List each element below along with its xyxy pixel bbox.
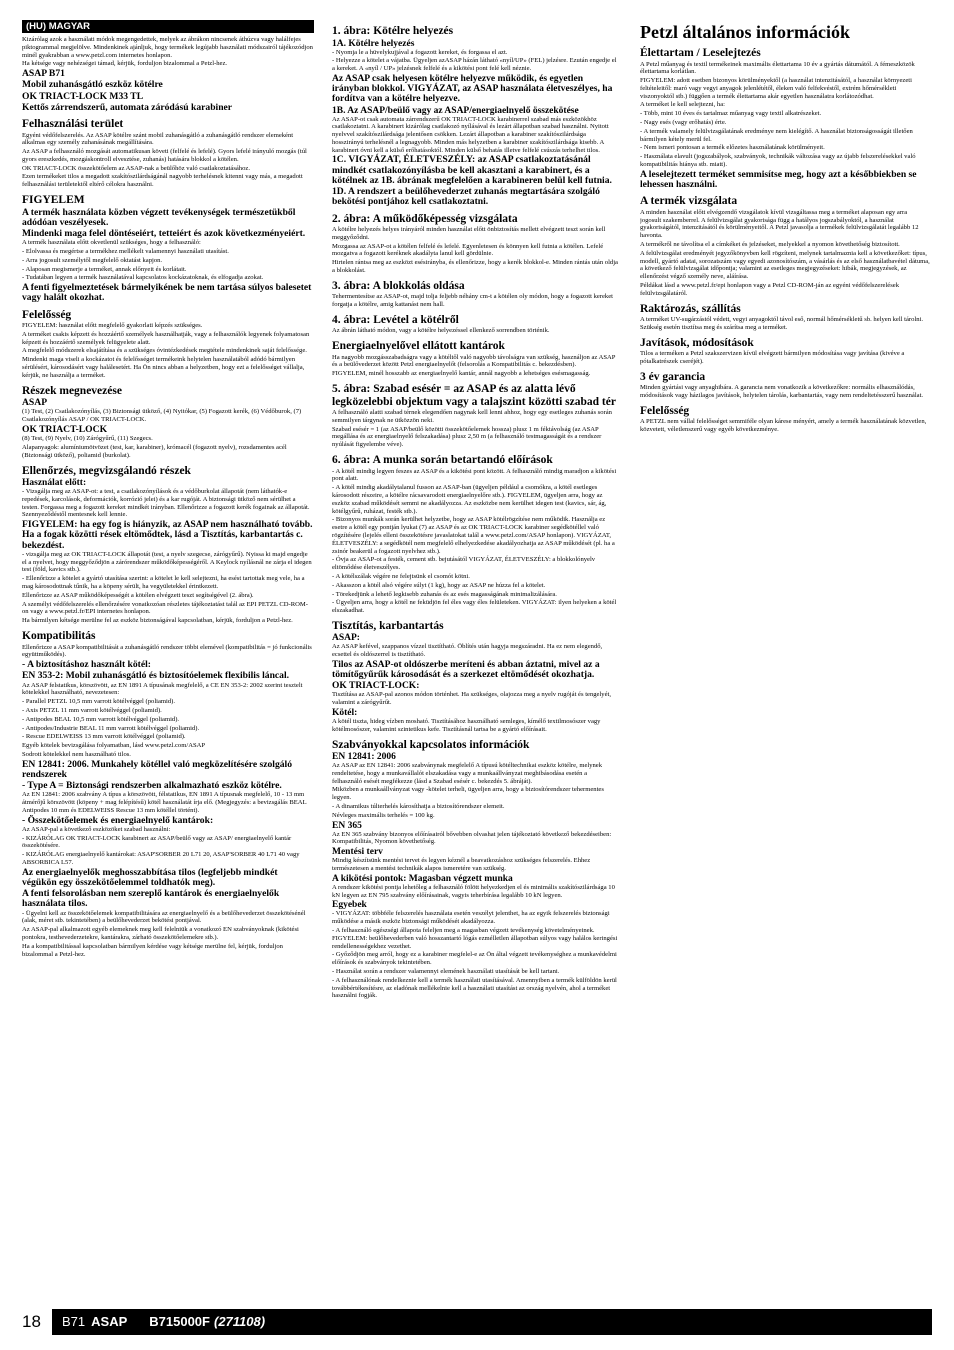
subsection-heading: A kikötési pontok: Magasban végzett munka <box>332 873 513 884</box>
paragraph: - Használata elavult (jogszabályok, szabványok, technikák változása vagy az újabb felszerelésekkel való kompatibilitás hiánya stb. miatt). <box>640 153 916 169</box>
language-label: (HU) MAGYAR <box>22 20 314 33</box>
paragraph: A terméket UV-sugárzástól védett, vegyi anyagoktól távol eső, normál hőmérsékletű sb. helyen kell tárolni. Szükség esetén tisztítsa meg és szárítsa meg a terméket. <box>640 316 924 331</box>
paragraph: OK TRIACT-LOCK összekötőelem az ASAP-nak a beülőhöz való csatlakoztatásához. <box>22 164 250 172</box>
column-left <box>22 20 314 1310</box>
subsection-heading: Egyebek <box>332 900 367 911</box>
paragraph: - A dinamikus túlterhelés károsíthatja a biztosítórendszer elemeit. <box>332 803 505 811</box>
paragraph: Egyéb kötelek bevizsgálása folyamatban, lásd www.petzl.com/ASAP <box>22 742 206 750</box>
paragraph: - VIGYÁZAT: többféle felszerelés használata esetén veszélyt jelenthet, ha az egyik felszerelés biztonsági működése a másik eszköz biztonsági működését akadályozza. <box>332 910 610 926</box>
subsection-heading: 1A. Kötélre helyezés <box>332 38 415 49</box>
paragraph: Az EN 365 szabvány bizonyos előírásairól bővebben olvashat jelen tájékoztató következő bekezdéseiben: Kompatibilitás, Nyomon követhetőség. <box>332 830 612 846</box>
paragraph: Mindenki maga viseli a kockázatot és felelősséget termékeink helytelen használatából adódó bármilyen sérülésért, károsodásért vagy halálesetért. Ha Ön nincs abban a helyzetben, hogy ezt a felelősséget vállalja, kérjük, ne használja a terméket. <box>22 356 305 379</box>
paragraph: Az EN 12841: 2006 szabvány A típus a körszövött, félstatikus, EN 1891 A típusnak megfelelő, 10 - 13 mm átmérőjű körszövött (köpeny + mag felépítésű) kötél használatát írja elő. (Megjegyzés: a bevizsgálás BEAL Antipodes 10 mm és EDELWEISS Rescue 13 mm kötéllel történt). <box>22 791 307 814</box>
bold-paragraph: Kettős zárrendszerű, automata záródású karabiner <box>22 101 233 113</box>
paragraph: Ha a kompatibilitással kapcsolatban bármilyen kérdése vagy kétsége merülne fel, kérjük, forduljon bizalommal a Petzl-hez. <box>22 942 283 958</box>
paragraph: A termékről ne távolítsa el a címkéket és jelzéseket, melyekkel a nyomon követhetőség biztosított. <box>640 240 900 248</box>
paragraph: - Óvja az ASAP-ot a festék, cement stb. bejutásától VIGYÁZAT, ÉLETVESZÉLY: a blokkolónyelv eltömődése életveszélyes. <box>332 556 596 572</box>
paragraph: - vizsgálja meg az OK TRIACT-LOCK állapotát (test, a nyelv szegecse, zárógyűrű). Nyissa ki majd engedje el a nyelvet, hogy meggyőződjön a zárórendszer működőképességéről. A Keylock nyílásnál ne zárja el idegen test (föld, kavics stb.). <box>22 550 312 574</box>
footer-model: B71 <box>62 1314 86 1329</box>
bold-paragraph: OK TRIACT-LOCK <box>22 423 108 435</box>
section-heading: 1. ábra: Kötélre helyezés <box>332 25 454 37</box>
paragraph: A felülvizsgálat eredményét jegyzőkönyvben kell rögzíteni, melynek tartalmaznia kell a következőket: típus, modell, gyártó adatai, sorozatszám vagy egyedi azonosítószám, a vásárlás és az első használatbavétel dátuma, a következő felülvizsgálat időpontja; valamint az esetleges megjegyzéseket: hibák, megjegyzések, az ellenőrzést végző személy neve, aláírása. <box>640 249 930 281</box>
paragraph: - Parallel PETZL 10,5 mm varrott kötélvéggel (poliamid). <box>22 698 176 706</box>
paragraph: Tisztítása az ASAP-pal azonos módon történhet. Ha szükséges, olajozza meg a nyelv rugóját és tengelyét, valamint a zárógyűrűt. <box>332 691 612 707</box>
paragraph: - Tudatában legyen a termék használatával kapcsolatos kockázatoknak, és elfogadja azokat. <box>22 274 264 282</box>
paragraph: Az ASAP a felhasználó mozgását automatikusan követi (felfelé és lefelé). Gyors lefelé irányuló mozgás (túl gyors ereszkedés, mozgáskontroll elvesztése, zuhanás) hatására blokkol a kötélen. <box>22 148 307 163</box>
section-heading: Kompatibilitás <box>22 630 96 643</box>
section-heading: FIGYELEM <box>22 194 85 207</box>
section-heading: Részek megnevezése <box>22 384 122 397</box>
paragraph: Ellenőrizze az ASAP működőképességét a kötélen elvégzett teszt segítségével (2. ábra). <box>22 591 254 599</box>
bold-paragraph: EN 12841: 2006. Munkahely kötéllel való megközelítésére szolgáló rendszerek <box>22 758 293 780</box>
subsection-heading: EN 12841: 2006 <box>332 752 396 763</box>
paragraph: - Antipodes BEAL 10,5 mm varrott kötélvéggel (poliamid). <box>22 715 180 723</box>
paragraph: - Akasszon a kötél alsó végére súlyt (1 kg), hogy az ASAP ne húzza fel a kötelet. <box>332 581 546 589</box>
paragraph: Ha bármilyen kétsége merülne fel az eszköz biztonságával kapcsolatban, kérjük, forduljon a Petzl-hez. <box>22 617 293 625</box>
section-heading: Felhasználási terület <box>22 118 124 130</box>
subsection-heading: OK TRIACT-LOCK: <box>332 681 420 692</box>
paragraph: Ha nagyobb mozgásszabadságra vagy a kötéltől való nagyobb távolságra van szükség, használjon az ASAP és a beülővederzet között Petzl energiaelnyelőt (felsorolás a Kompatibilitás c. bekezdésben). <box>332 353 616 369</box>
footer-product-name: ASAP <box>91 1314 128 1329</box>
paragraph: - Alaposan megismerje a terméket, annak előnyeit és korlátait. <box>22 265 187 273</box>
paragraph: - Helyezze a kötelet a vájatba. Ügyeljen azASAP házán látható «nyíl/UP» (FEL) jelzésre. Ezután engedje el a kereket. A «nyíl / UP» jelzésnek felfelé és a kikötési pont felé kell néznie. <box>332 57 617 73</box>
paragraph: A kötél tiszta, hideg vízben mosható. Tisztításához használható semleges, kímélő textilmosószer vagy kötélmosószer, valamint szintetikus kefe. Tisztításnál tartsa be a gyártó előírásait. <box>332 717 601 733</box>
paragraph: - Ügyelni kell az összekötőelemek kompatibilitására az energiaelnyelő és a beülőhevederzet összekötésénél (alak, méret stb. tekintetében) a beülőhevederzet bekötési pontjával. <box>22 909 306 925</box>
paragraph: Ezen termékeket tilos a megadott szakítószilárdságánál nagyobb terhelésnek kitenni vagy más, a megadott felhasználási területektől eltérő célokra használni. <box>22 173 303 189</box>
bold-paragraph: - A biztosításhoz használt kötél: <box>22 659 151 671</box>
paragraph: A felhasználó alatti szabad térnek elegendően nagynak kell lenni ahhoz, hogy egy esetleges zuhanás során semmilyen tárgynak ne ütközzön neki. <box>332 409 612 424</box>
paragraph: Sodrott kötelekkel nem használható tilos. <box>22 750 131 758</box>
paragraph: - Használat során a rendszer valamennyi elemének használati utasítását be kell tartani. <box>332 968 560 976</box>
paragraph: (1) Test, (2) Csatlakozónyílás, (3) Biztonsági ütköző, (4) Nyitókar, (5) Fogazott kerék, (6) Védőburok, (7) Csatlakozónyílás ASAP / OK TRIACT-LOCK. <box>22 408 302 424</box>
paragraph: Az ASAP-pal alkalmazott egyéb elemeknek meg kell felelniük a vonatkozó EN szabványoknak (kikötési pontokra, testhevederzetekre, kantárakra, zárható összekötőelemekre stb.). <box>22 926 299 942</box>
bold-paragraph: OK TRIACT-LOCK M33 TL <box>22 90 144 102</box>
section-heading: Szabványokkal kapcsolatos információk <box>332 738 530 751</box>
bold-paragraph: Mobil zuhanásgátló eszköz kötélre <box>22 79 163 91</box>
section-heading: Felelősség <box>640 404 690 417</box>
paragraph: - Elolvassa és megértse a termékhez mellékelt valamennyi használati utasítást. <box>22 247 229 255</box>
paragraph: - A termék valamely felülvizsgálatának eredménye nem kielégítő. A használat biztonságosságát illetően bármilyen kétely merül fel. <box>640 127 913 143</box>
section-heading: Tisztítás, karbantartás <box>332 619 444 632</box>
paragraph: Miközben a munkaállványzat vagy -kötelet terheli, ügyeljen arra, hogy a biztosítórendszer tehermentes legyen. <box>332 786 604 802</box>
paragraph: - KIZÁRÓLAG OK TRIACT-LOCK karabinert az ASAP/beülő vagy az ASAP/ energiaelnyelő kantár összekötésére. <box>22 834 292 850</box>
paragraph: Alapanyagok: alumíniumötvözet (test, kar, karabiner), krómacél (fogazott nyelv), rozsdamentes acél (Biztonsági ütköző), poliamid (burkolat). <box>22 443 287 459</box>
paragraph: - Ügyeljen arra, hogy a kötél ne feküdjön fel éles vagy éles felületeken. VIGYÁZAT: ilyen helyeken a kötél elszakadhat. <box>332 599 617 615</box>
section-heading: 5. ábra: Szabad esésér = az ASAP és az alatta lévő legközelebbi objektum vagy a talajszint közötti szabad tér <box>332 383 616 408</box>
section-heading: 4. ábra: Levétel a kötélről <box>332 313 459 326</box>
paragraph: Az ASAP az EN 12841: 2006 szabványnak megfelelő A típusú kötéltechnikai eszköz kötélre, melynek rendeltetése, hogy a munkavállalót elszakadása vagy a munkaállványzat meghibásodása esetén a felhasználó esését megfékezze (lásd a Szabad esésér c. bekezdés 5. ábráját). <box>332 762 603 785</box>
paragraph: Az ASAP-pal a következő eszközöket szabad használni: <box>22 825 171 833</box>
paragraph: A termék használata előtt okvetlenül szükséges, hogy a felhasználó: <box>22 239 201 247</box>
column-right <box>640 20 930 1310</box>
section-heading: Élettartam / Leselejtezés <box>640 47 761 59</box>
paragraph: Hirtelen rántsa meg az eszközt esésirányba, és ellenőrizze, hogy a kerék blokkol-e. Minden rántás után oldja a blokkolást. <box>332 259 618 274</box>
bold-paragraph: Tilos az ASAP-ot oldószerbe meríteni és abban áztatni, mivel az a tömítőgyűrűk károsodását és a szerkezet eltömődését okozhatja. <box>332 658 600 681</box>
paragraph: - Nem ismeri pontosan a termék előzetes használatának körülményeit. <box>640 144 825 152</box>
footer-date: (271108) <box>213 1314 266 1329</box>
subsection-heading: Használat előtt: <box>22 478 87 489</box>
subsection-heading: ASAP: <box>332 633 360 644</box>
paragraph: Mozgassa az ASAP-ot a kötélen felfelé és lefelé. Egyenletesen és könnyen kell futnia a kötélen. Lefelé mozgatva a fogazott keréknek akadályta lanul kell gördülnie. <box>332 242 604 258</box>
paragraph: A kötélre helyezés helyes irányáról minden használat előtt önbiztosítás mellett elvégzett teszt során kell meggyőződni. <box>332 226 606 241</box>
paragraph: - A felhasználónak rendelkeznie kell a termék használati utasításával. Amennyiben a termék külföldön kerül továbbértékesítésre, az eladónak mellékelnie kell a használati utasítást az ország nyelvén, ahol a terméket használni fogják. <box>332 976 617 1000</box>
paragraph: - KIZÁRÓLAG energiaelnyelő kantárokat: ASAP'SORBER 20 L71 20, ASAP'SORBER 40 L71 40 vagy ABSORBICA L57. <box>22 851 300 867</box>
paragraph: A megfelelő módszerek elsajátítása és a szükséges óvintézkedések megtétele mindenkinek saját felelőssége. <box>22 347 307 355</box>
column-content <box>332 25 618 1000</box>
paragraph: A személyi védőfelszerelés ellenőrzésére vonatkozóan részletes tájékoztatást talál az EPI PETZL CD-ROM-on vagy a www.petzl.fr/EPI internetes honlapon. <box>22 600 308 616</box>
paragraph: - Axis PETZL 11 mm varrott kötélvéggel (poliamid). <box>22 706 162 714</box>
paragraph: - A kötél mindig akadálytalanul fusson az ASAP-ban (ügyeljen például a csomókra, a kötél esetleges károsodott részeire, a kötélre rácsavarodott energiaelnyelőre stb.). FIGYELEM, ügyeljen arra, hogy az eszköz szabad működését semmi ne akadályozza. Az eszközbe nem kerülhet idegen test (kavics, sár, ág, kötélgyűrű, ruházat, festék stb.). <box>332 484 607 515</box>
paragraph: Tilos a terméken a Petzl szakszervizen kívül elvégzett bármilyen módosítása vagy javítása (kivéve a pótalkatrészek cseréjét). <box>640 350 905 365</box>
paragraph: Szabad esésér = 1 (az ASAP/beülő közötti összekötőelemek hossza) plusz 1 m féktávolság (az ASAP megállása és az energiaelnyelő felszakadása) plusz 2,50 m (a felhasználó testmagasságát és a rendszer nyúlását figyelembe véve). <box>332 425 602 449</box>
paragraph: Tehermentesítse az ASAP-ot, majd tolja feljebb néhány cm-t a kötélen oly módon, hogy a fogazott kereket forgatja a kötélre, amig kattanást nem hall. <box>332 293 613 309</box>
subsection-heading: Mentési terv <box>332 847 383 858</box>
paragraph: - Több, mint 10 éves és tartalmaz műanyag vagy textil alkatrészeket. <box>640 110 822 118</box>
bold-paragraph: EN 353-2: Mobil zuhanásgátló és biztosítóelemek flexibilis láncal. <box>22 670 290 682</box>
subsection-heading: EN 365 <box>332 820 362 831</box>
bold-paragraph: - Összekötőelemek és energiaelnyelő kantárok: <box>22 814 214 826</box>
page-number: 18 <box>22 1312 41 1331</box>
paragraph: FIGYELEM: használat előtt megfelelő gyakorlati képzés szükséges. <box>22 322 203 330</box>
section-heading: 3. ábra: A blokkolás oldása <box>332 279 465 292</box>
paragraph: Az ábrán látható módon, vagy a kötélre helyezéssel ellenkező sorrendben történik. <box>332 327 550 335</box>
paragraph: A Petzl műanyag és textil termékeinek maximális élettartama 10 év a gyártás dátumától. A fémeszközök élettartama korlátlan. <box>640 60 915 76</box>
paragraph: Ha kétsége vagy nehézségei támad, kérjük, forduljon bizalommal a Petzl-hez. <box>22 60 228 68</box>
section-heading: Ellenőrzés, megvizsgálandó részek <box>22 464 191 477</box>
bold-paragraph: ASAP B71 <box>22 68 65 80</box>
paragraph: Névleges maximális terhelés = 100 kg. <box>332 811 435 819</box>
paragraph: A minden használat előtt elvégzendő vizsgálatok kívül vizsgáltassa meg a terméket alaposan egy arra jogosult szakemberrel. A felülvizsgálat gyakorisága függ a hatályos jogszabályoktól, a használat gyakoriságától, intenzitásától és körülményeitől. A Petzl javasolja a termékek felülvizsgálatát legalább 12 havonta. <box>640 208 919 240</box>
bold-paragraph: Mindenki maga felel döntéseiért, tetteiért és azok következményeiért. <box>22 227 306 239</box>
paragraph: Mindig készítsünk mentési tervet és legyen kéznél a beavatkozáshoz szükséges felszerelés. Ehhez természetesen a mentési technikák alapos ismeretére van szükség. <box>332 857 591 873</box>
paragraph: - A kötél mindig legyen feszes az ASAP és a kikötési pont között. A felhasználó mindig maradjon a kikötési pont alatt. <box>332 467 617 483</box>
paragraph: Az ASAP-ot csak automata zárrendszerű OK TRIACT-LOCK karabinerrel szabad más eszközökhöz csatlakoztatni. A karabinert kizárólag csatlakozó nyílásával és lezárt állapotban szabad használni. Nyitott nyelvvel szakítószilárdsága jelentősen csökken. Lezárt állapotban a karabiner szakítószilárdsága hosszirányú terhelésnél a legnagyobb. Minden más helyzetben a karabiner szakítószilárdsága kisebb. A karabinert óvni kell a külső erőhatásoktól. Minden külső behatás illetve felfelé csúszás terhelhet tilos. <box>332 115 609 154</box>
paragraph: - A felhasználó egészségi állapota feleljen meg a magasban végzett tevékenység követelményeinek. FIGYELEM: beülőhevederben való hosszantartó lógás ezmélletlen állapotban súlyos vagy halálos keringési rendellenességekhez vezethet. <box>332 927 618 950</box>
column-content <box>640 22 930 434</box>
page-footer <box>22 1309 932 1335</box>
paragraph: Egyéni védőfelszerelés. Az ASAP kötélre szánt mobil zuhanásgátló a zuhanásgátló rendszer elemeként alkalmas egy személy zuhanásának megállítására. <box>22 131 294 147</box>
bold-paragraph: FIGYELEM: ha egy fog is hiányzik, az ASAP nem használható tovább. Ha a fogak közötti rések eltömődtek, lásd a Tisztítás, karbantartás c. bekezdést. <box>22 519 313 551</box>
footer-reference: B715000F <box>149 1314 210 1329</box>
paragraph: A terméket le kell selejtezni, ha: <box>640 101 725 109</box>
section-heading: 6. ábra: A munka során betartandó előírások <box>332 454 553 467</box>
bold-paragraph: A leselejtezett terméket semmisítse meg, hogy azt a későbbiekben se lehessen használni. <box>640 168 917 191</box>
paragraph: A rendszer kikötési pontja lehetőleg a felhasználó fölött helyezkedjen el és minimális szakítószilárdsága 10 kN legyen az EN 795 szabvány előírásainak, vagyis teherbírása legalább 10 kN legyen. <box>332 883 615 899</box>
paragraph: Minden gyártási vagy anyaghibára. A garancia nem vonatkozik a következőkre: normális elhasználódás, módosítások vagy házilagos javítások, helytelen tárolás, karbantartás, vagy nem rendeltetésszerű használat. <box>640 384 924 400</box>
bold-paragraph: - Type A = Biztonsági rendszerben alkalmazható eszköz kötélre. <box>22 780 282 792</box>
paragraph: - Nyomja le a hüvelykujjával a fogazott kereket, és forgassa el azt. <box>332 48 508 56</box>
paragraph: - Nagy esés (vagy erőhatás) érte. <box>640 119 727 127</box>
paragraph: - A kötélszálak végére ne felejtsünk el csomót kötni. <box>332 572 470 580</box>
paragraph: Kizárólag azok a használati módok megengedettek, melyek az ábrákon nincsenek áthúzva vagy halálfejes piktogrammal megjelölve. Mindenkinek ajánljuk, hogy termékek legújabb használati módszairól tájékozódjon minél gyakrabban a www.petzl.com internetes honlapon. <box>22 36 313 59</box>
paragraph: - Arra jogosult személytől megfelelő oktatást kapjon. <box>22 256 163 264</box>
section-heading: 2. ábra: A működőképesség vizsgálata <box>332 212 518 225</box>
subsection-heading: 1B. Az ASAP/beülő vagy az ASAP/energiaelnyelő összekötése <box>332 105 579 116</box>
bold-paragraph: ASAP <box>22 397 48 409</box>
paragraph: A PETZL nem vállal felelősséget semmiféle olyan kárese ményért, amely a termék használatának közvetlen, közvetett, véletlenszerű vagy egyéb következménye. <box>640 418 927 434</box>
paragraph: Ellenőrizze a ASAP kompatibilitását a zuhanásgátló rendszer többi elemével (kompatibilitás = jó funkcionális együttműködés). <box>22 643 312 659</box>
footer-bar <box>52 1309 932 1335</box>
column-content <box>22 36 314 958</box>
paragraph: - Vizsgálja meg az ASAP-ot: a test, a csatlakozónyílások és a védőburkolat állapotát (nem láthatók-e repedések, karcolások, deformációk, korrózió jelei) és a kar rugóját. A biztonsági ütköző nem sérülhet a testen. Forgassa meg a fogazott kereket mindkét irányban. Ellenőrizze a fogazott kerék fogainak az állapotát. Szennyeződéstől mentesnek kell lennie. <box>22 488 310 519</box>
section-heading: Javítások, módosítások <box>640 336 754 349</box>
page-heading: Petzl általános információk <box>640 22 850 42</box>
section-heading: Energiaelnyelővel ellátott kantárok <box>332 340 505 353</box>
subsection-heading: Kötél: <box>332 707 358 718</box>
paragraph: - Bizonyos munkák során kerülhet helyzetbe, hogy az ASAP kötélrögzítése nem működik. Használja ez esetre a kötél egy pontján lyukat (7) az ASAP és az OK TRIACT-LOCK karabiner segédkötéllel való rögzítésére (lejelés elleni összekötésre javaslatokat talál a www.petzl.com/ASAP honlapon). VIGYÁZAT, ÉLETVESZÉLY: a segédkötél nem megfelelő elhelyezkedése akadályozhatja az ASAP működését (pl. ha a zsinór beakerül a fogazott nyelvhez stb.). <box>332 516 615 555</box>
section-heading: Raktározás, szállítás <box>640 302 741 315</box>
paragraph: A terméket csakis képzett és hozzáértő személyek használhatják, vagy a felhasználók legyenek folyamatosan képzett és hozzáértő személyek felügyelete alatt. <box>22 330 310 346</box>
paragraph: Az ASAP kefével, szappanos vízzel tisztítható. Öblítés után hagyja megszáradni. Ha ez nem elegendő, ecsettel és oldószerrel is tisztítható. <box>332 643 603 659</box>
paragraph: Példákat lásd a www.petzl.fr/epi honlapon vagy a Petzl CD-ROM-ján az egyéni védőfelszerelések felülvizsgálatáról. <box>640 281 900 297</box>
bold-paragraph: A termék használata közben végzett tevékenységek természetükből adódóan veszélyesek. <box>22 206 296 228</box>
bold-paragraph: A fenti felsorolásban nem szereplő kantárok és energiaelnyelők használata tilos. <box>22 888 280 910</box>
paragraph: FIGYELEM: adott esetben bizonyos körülményektől (a használat intenzitásától, a használat környezeti feltételeitől: maró vagy vegyi anyagok jelenlététől, éleken való felfekvéstől, extrém hőmérsékleti viszonyoktól stb.) függően a termék élettartama akár egyetlen használatra korlátozódhat. <box>640 77 912 100</box>
bold-paragraph: 1D. A rendszert a beülőhevederzet zuhanás megtartására szolgáló bekötési pontjához kell csatlakoztatni. <box>332 186 600 208</box>
paragraph: - Törekedjünk a lehető legkisebb zuhanás és az esés magasságának minimalizálására. <box>332 590 557 598</box>
column-middle <box>332 20 618 1310</box>
paragraph: - Rescue EDELWEISS 13 mm varrott kötélvéggel (poliamid). <box>22 733 186 741</box>
section-heading: A termék vizsgálata <box>640 195 738 208</box>
bold-paragraph: 1C. VIGYÁZAT, ÉLETVESZÉLY: az ASAP csatlakoztatásánál mindkét csatlakozónyílásba be kell akasztani a karabinert, és a kötélnek az 1B. ábrának megfelelően a karabineren belül kell futnia. <box>332 154 612 186</box>
paragraph: FIGYELEM, minél hosszabb az energiaelnyelő kantár, annál nagyobb a lehetséges esésmagasság. <box>332 370 591 378</box>
section-heading: 3 év garancia <box>640 370 706 383</box>
bold-paragraph: A fenti figyelmeztetések bármelyikének be nem tartása súlyos balesetet vagy halált okozhat. <box>22 282 312 304</box>
paragraph: Az ASAP felstatikus, körszövött, az EN 1891 A típusának megfelelő, a CE EN 353-2: 2002 szerint tesztelt kötelekkel használható, nevezetesen: <box>22 681 303 697</box>
paragraph: - Győződjön meg arról, hogy ez a karabiner megfelel-e az Ön által végzett tevékenységhez a munkavédelmi előírások és szabványok tekintetében. <box>332 951 617 967</box>
paragraph: (8) Test, (9) Nyelv, (10) Zárógyűrű, (11) Szegecs. <box>22 435 153 443</box>
bold-paragraph: Az ASAP csak helyesen kötélre helyezve működik, és egyetlen irányban blokkol. VIGYÁZAT, az ASAP használata életveszélyes, ha fordítva van a kötélre helyezve. <box>332 72 613 105</box>
bold-paragraph: Az energiaelnyelők meghosszabbítása tilos (legfeljebb mindkét végükön egy összekötőelemmel toldhatók meg). <box>22 866 278 889</box>
section-heading: Felelősség <box>22 308 72 321</box>
paragraph: - Antipodes/Industrie BEAL 11 mm varrott kötélvéggel (poliamid). <box>22 724 200 732</box>
paragraph: - Ellenőrizze a kötelet a gyártó utasítása szerint: a kötelet le kell selejtezni, ha esést tartottak meg vele, ha a mag károsodottnak tűnik, ha a köpeny sérült, ha vegyületekkel érintkezett. <box>22 575 305 591</box>
